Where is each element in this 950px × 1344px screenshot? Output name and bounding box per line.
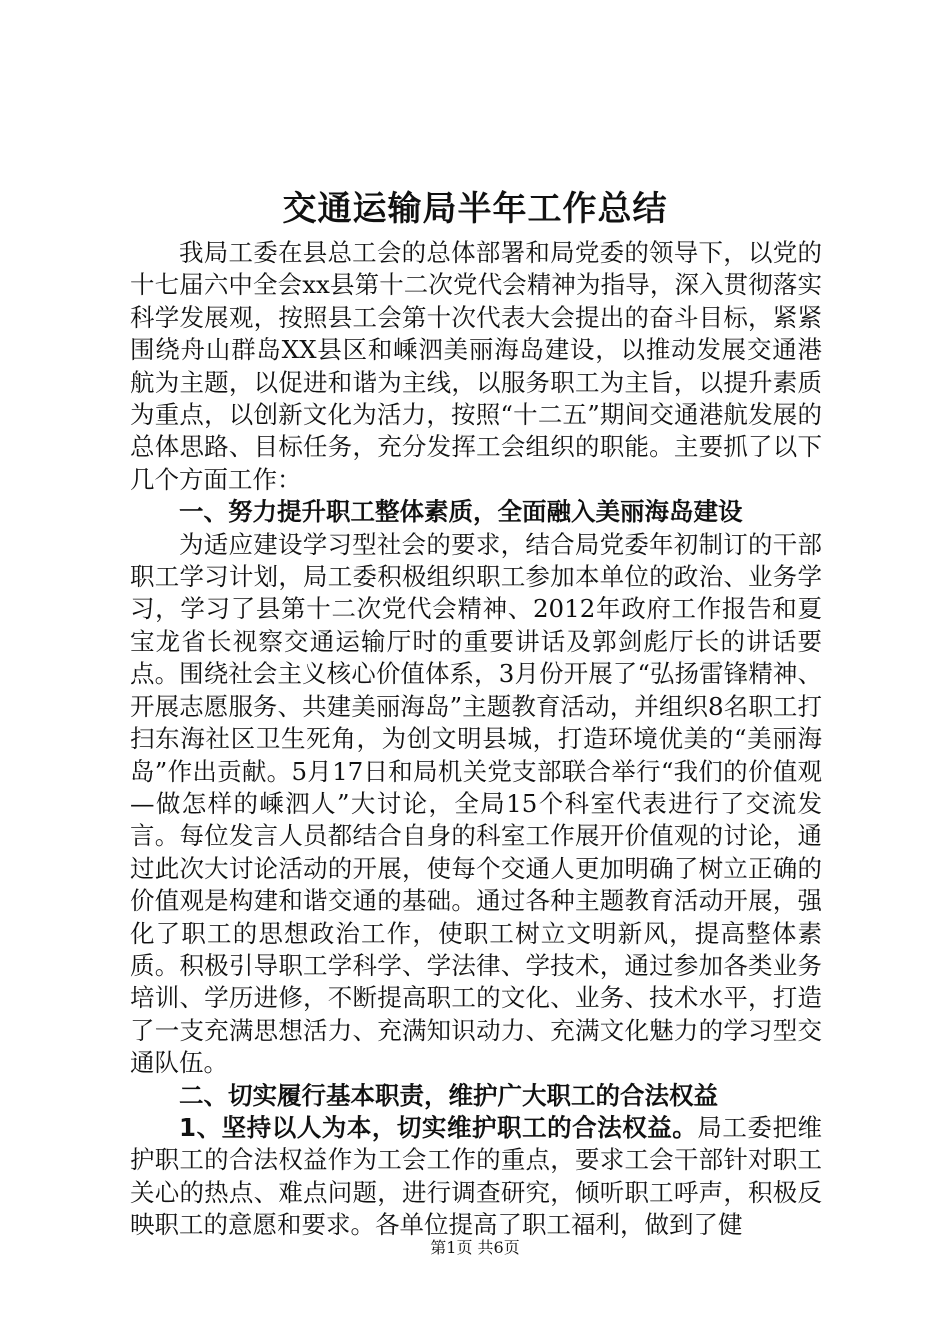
- section-1-paragraph: 为适应建设学习型社会的要求，结合局党委年初制订的干部职工学习计划，局工委积极组织职工参加本单位的政治、业务学习，学习了县第十二次党代会精神、2012年政府工作报告和夏宝龙省长视察交通运输厅时的重要讲话及郭剑彪厅长的讲话要点。围绕社会主义核心价值体系，3月份开展了“弘扬雷锋精神、开展志愿服务、共建美丽海岛”主题教育活动，并组织8名职工打扫东海社区卫生死角，为创文明县城，打造环境优美的“美丽海岛”作出贡献。5月17日和局机关党支部联合举行“我们的价值观—做怎样的嵊泗人”大讨论，全局15个科室代表进行了交流发言。每位发言人员都结合自身的科室工作展开价值观的讨论，通过此次大讨论活动的开展，使每个交通人更加明确了树立正确的价值观是构建和谐交通的基础。通过各种主题教育活动开展，强化了职工的思想政治工作，使职工树立文明新风，提高整体素质。积极引导职工学科学、学法律、学技术，通过参加各类业务培训、学历进修，不断提高职工的文化、业务、技术水平，打造了一支充满思想活力、充满知识动力、充满文化魅力的学习型交通队伍。: [130, 529, 822, 1078]
- section-1-heading: 一、努力提升职工整体素质，全面融入美丽海岛建设: [179, 497, 743, 527]
- section-2-item-1-lead: 1、坚持以人为本，切实维护职工的合法权益。: [179, 1112, 698, 1142]
- intro-paragraph: 我局工委在县总工会的总体部署和局党委的领导下，以党的十七届六中全会xx县第十二次党代会精神为指导，深入贯彻落实科学发展观，按照县工会第十次代表大会提出的奋斗目标，紧紧围绕舟山群岛XX县区和嵊泗美丽海岛建设，以推动发展交通港航为主题，以促进和谐为主线，以服务职工为主旨，以提升素质为重点，以创新文化为活力，按照“十二五”期间交通港航发展的总体思路、目标任务，充分发挥工会组织的职能。主要抓了以下几个方面工作：: [130, 238, 822, 494]
- section-2-heading: 二、切实履行基本职责，维护广大职工的合法权益: [179, 1080, 718, 1110]
- page-footer: 第1页 共6页: [430, 1238, 520, 1257]
- section-2-item-1-paragraph: [130, 1112, 822, 1242]
- section-2-item-1-body: 局工委把维护职工的合法权益作为工会工作的重点，要求工会干部针对职工关心的热点、难点问题，进行调查研究，倾听职工呼声，积极反映职工的意愿和要求。各单位提高了职工福利，做到了健: [130, 1112, 823, 1240]
- document-title: 交通运输局半年工作总结: [282, 189, 668, 229]
- document-body: [130, 237, 822, 1242]
